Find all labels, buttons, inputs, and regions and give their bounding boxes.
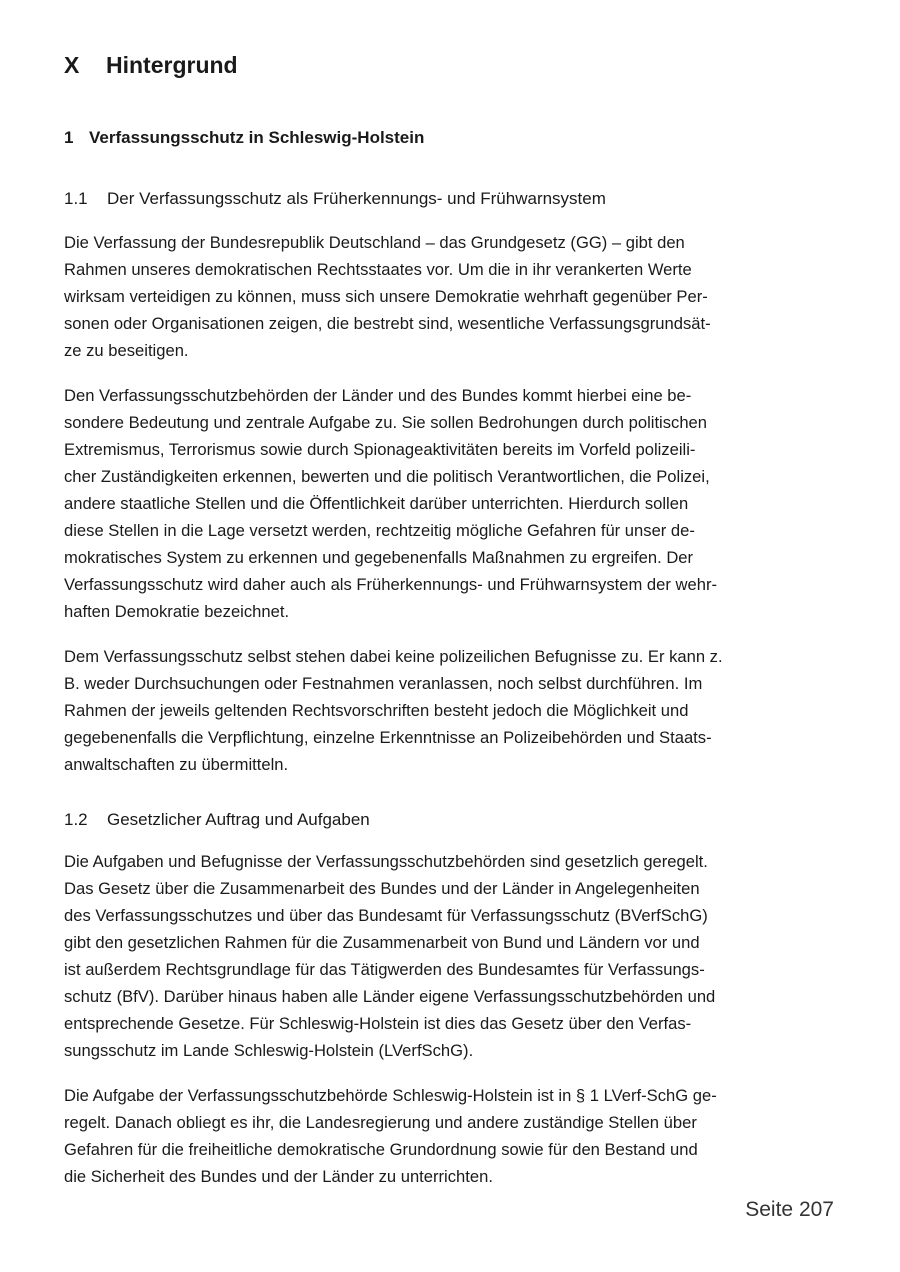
text-line: Gefahren für die freiheitliche demokratische Grundordnung sowie für den Bestand und (64, 1140, 698, 1159)
text-line: Das Gesetz über die Zusammenarbeit des Bundes und der Länder in Angelegenheiten (64, 879, 700, 898)
page-number: Seite 207 (745, 1198, 834, 1221)
subsection-title: Der Verfassungsschutz als Früherkennungs- und Frühwarnsystem (107, 189, 606, 208)
text-line: Den Verfassungsschutzbehörden der Länder und des Bundes kommt hierbei eine be- (64, 386, 692, 405)
text-line: ist außerdem Rechtsgrundlage für das Tätigwerden des Bundesamtes für Verfassungs- (64, 960, 705, 979)
text-line: gibt den gesetzlichen Rahmen für die Zusammenarbeit von Bund und Ländern vor und (64, 933, 700, 952)
chapter-number: X (64, 52, 80, 78)
text-line: mokratisches System zu erkennen und gegebenenfalls Maßnahmen zu ergreifen. Der (64, 548, 694, 567)
text-line: haften Demokratie bezeichnet. (64, 602, 290, 621)
text-line: B. weder Durchsuchungen oder Festnahmen veranlassen, noch selbst durchführen. Im (64, 674, 703, 693)
text-line: Extremismus, Terrorismus sowie durch Spionageaktivitäten bereits im Vorfeld polizeili- (64, 440, 696, 459)
text-line: Die Verfassung der Bundesrepublik Deutschland – das Grundgesetz (GG) – gibt den (64, 233, 685, 252)
subsection-heading-1-2 (64, 810, 370, 830)
paragraph-1-1-a (64, 229, 854, 364)
text-line: anwaltschaften zu übermitteln. (64, 755, 289, 774)
subsection-title: Gesetzlicher Auftrag und Aufgaben (107, 810, 370, 829)
text-line: gegebenenfalls die Verpflichtung, einzelne Erkenntnisse an Polizeibehörden und Staats- (64, 728, 712, 747)
text-line: ze zu beseitigen. (64, 341, 189, 360)
text-line: Rahmen der jeweils geltenden Rechtsvorschriften besteht jedoch die Möglichkeit und (64, 701, 689, 720)
text-line: schutz (BfV). Darüber hinaus haben alle Länder eigene Verfassungsschutzbehörden und (64, 987, 716, 1006)
text-line: andere staatliche Stellen und die Öffentlichkeit darüber unterrichten. Hierdurch sollen (64, 494, 689, 513)
text-line: Verfassungsschutz wird daher auch als Früherkennungs- und Frühwarnsystem der wehr- (64, 575, 717, 594)
text-line: des Verfassungsschutzes und über das Bundesamt für Verfassungsschutz (BVerfSchG) (64, 906, 708, 925)
subsection-heading-1-1 (64, 189, 606, 209)
section-heading (64, 128, 424, 148)
text-line: Rahmen unseres demokratischen Rechtsstaates vor. Um die in ihr verankerten Werte (64, 260, 692, 279)
text-line: entsprechende Gesetze. Für Schleswig-Holstein ist dies das Gesetz über den Verfas- (64, 1014, 692, 1033)
text-line: Dem Verfassungsschutz selbst stehen dabei keine polizeilichen Befugnisse zu. Er kann z. (64, 647, 723, 666)
text-line: cher Zuständigkeiten erkennen, bewerten und die politisch Verantwortlichen, die Polizei, (64, 467, 710, 486)
chapter-title: Hintergrund (106, 52, 238, 78)
text-line: Die Aufgaben und Befugnisse der Verfassungsschutzbehörden sind gesetzlich geregelt. (64, 852, 708, 871)
text-line: die Sicherheit des Bundes und der Länder zu unterrichten. (64, 1167, 493, 1186)
chapter-heading (64, 52, 238, 79)
text-line: diese Stellen in die Lage versetzt werden, rechtzeitig mögliche Gefahren für unser de- (64, 521, 695, 540)
text-line: sonen oder Organisationen zeigen, die bestrebt sind, wesentliche Verfassungsgrundsät- (64, 314, 711, 333)
paragraph-1-2-b (64, 1082, 854, 1190)
paragraph-1-1-b (64, 382, 854, 625)
section-number: 1 (64, 128, 74, 147)
paragraph-1-2-a (64, 848, 854, 1064)
text-line: wirksam verteidigen zu können, muss sich unsere Demokratie wehrhaft gegenüber Per- (64, 287, 708, 306)
text-line: Die Aufgabe der Verfassungsschutzbehörde Schleswig-Holstein ist in § 1 LVerf-SchG ge- (64, 1086, 717, 1105)
text-line: sondere Bedeutung und zentrale Aufgabe zu. Sie sollen Bedrohungen durch politischen (64, 413, 708, 432)
text-line: sungsschutz im Lande Schleswig-Holstein (LVerfSchG). (64, 1041, 474, 1060)
paragraph-1-1-c (64, 643, 854, 778)
text-line: regelt. Danach obliegt es ihr, die Landesregierung und andere zuständige Stellen über (64, 1113, 697, 1132)
section-title: Verfassungsschutz in Schleswig-Holstein (89, 128, 425, 147)
subsection-number: 1.1 (64, 189, 88, 208)
subsection-number: 1.2 (64, 810, 88, 829)
